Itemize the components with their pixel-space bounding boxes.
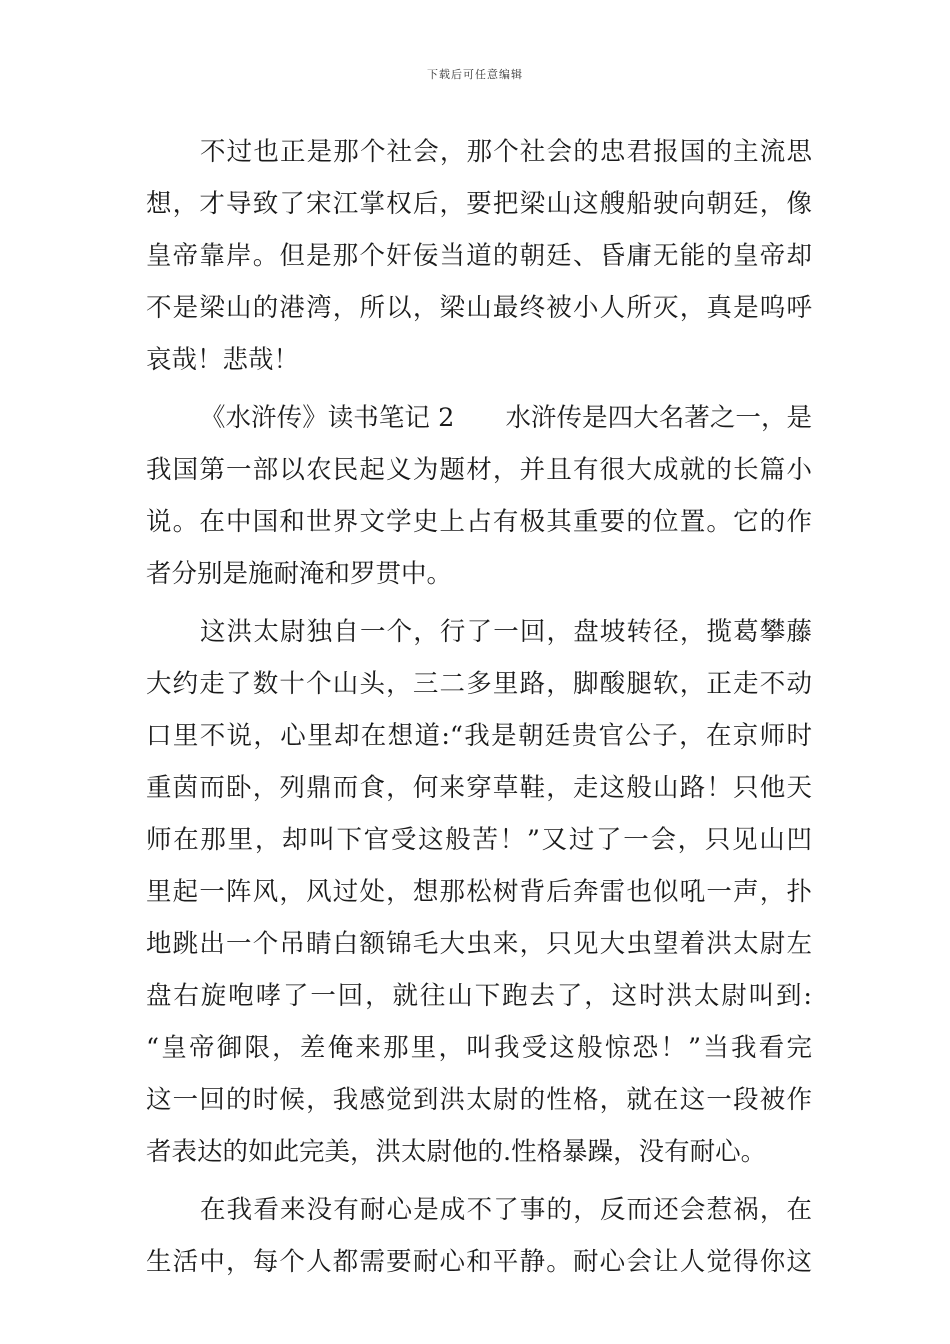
paragraph <box>146 126 812 386</box>
text-line: “皇帝御限，差俺来那里，叫我受这般惊恐！”当我看完 <box>146 1033 812 1063</box>
text-line: 哀哉！悲哉！ <box>146 345 300 375</box>
text-line: 不是梁山的港湾，所以，梁山最终被小人所灭，真是呜呼 <box>146 293 812 323</box>
text-line: 师在那里，却叫下官受这般苦！”又过了一会，只见山凹 <box>146 825 812 855</box>
text-line: 里起一阵风，风过处，想那松树背后奔雷也似吼一声，扑 <box>146 877 812 907</box>
document-body <box>146 126 812 1288</box>
text-line: 者表达的如此完美，洪太尉他的.性格暴躁，没有耐心。 <box>146 1137 767 1167</box>
text-line: 重茵而卧，列鼎而食，何来穿草鞋，走这般山路！只他天 <box>146 773 812 803</box>
text-line: 《水浒传》读书笔记 2 水浒传是四大名著之一，是 <box>200 403 812 433</box>
page-header: 下载后可任意编辑 <box>427 68 523 81</box>
text-line: 说。在中国和世界文学史上占有极其重要的位置。它的作 <box>146 507 812 537</box>
text-line: 盘右旋咆哮了一回，就往山下跑去了，这时洪太尉叫到: <box>146 981 812 1011</box>
text-line: 想，才导致了宋江掌权后，要把梁山这艘船驶向朝廷，像 <box>146 189 812 219</box>
text-line: 大约走了数十个山头，三二多里路，脚酸腿软，正走不动 <box>146 669 812 699</box>
text-line: 这洪太尉独自一个，行了一回，盘坡转径，揽葛攀藤 <box>200 617 812 647</box>
paragraph <box>146 392 812 600</box>
text-line: 在我看来没有耐心是成不了事的，反而还会惹祸，在 <box>200 1195 812 1225</box>
text-line: 不过也正是那个社会，那个社会的忠君报国的主流思 <box>200 137 812 167</box>
text-line: 我国第一部以农民起义为题材，并且有很大成就的长篇小 <box>146 455 812 485</box>
paragraph <box>146 606 812 1178</box>
text-line: 皇帝靠岸。但是那个奸佞当道的朝廷、昏庸无能的皇帝却 <box>146 241 812 271</box>
text-line: 者分别是施耐淹和罗贯中。 <box>146 559 453 589</box>
text-line: 这一回的时候，我感觉到洪太尉的性格，就在这一段被作 <box>146 1085 812 1115</box>
paragraph <box>146 1184 812 1288</box>
text-line: 地跳出一个吊睛白额锦毛大虫来，只见大虫望着洪太尉左 <box>146 929 812 959</box>
text-line: 生活中，每个人都需要耐心和平静。耐心会让人觉得你这 <box>146 1247 812 1277</box>
text-line: 口里不说，心里却在想道:“我是朝廷贵官公子，在京师时 <box>146 721 812 751</box>
